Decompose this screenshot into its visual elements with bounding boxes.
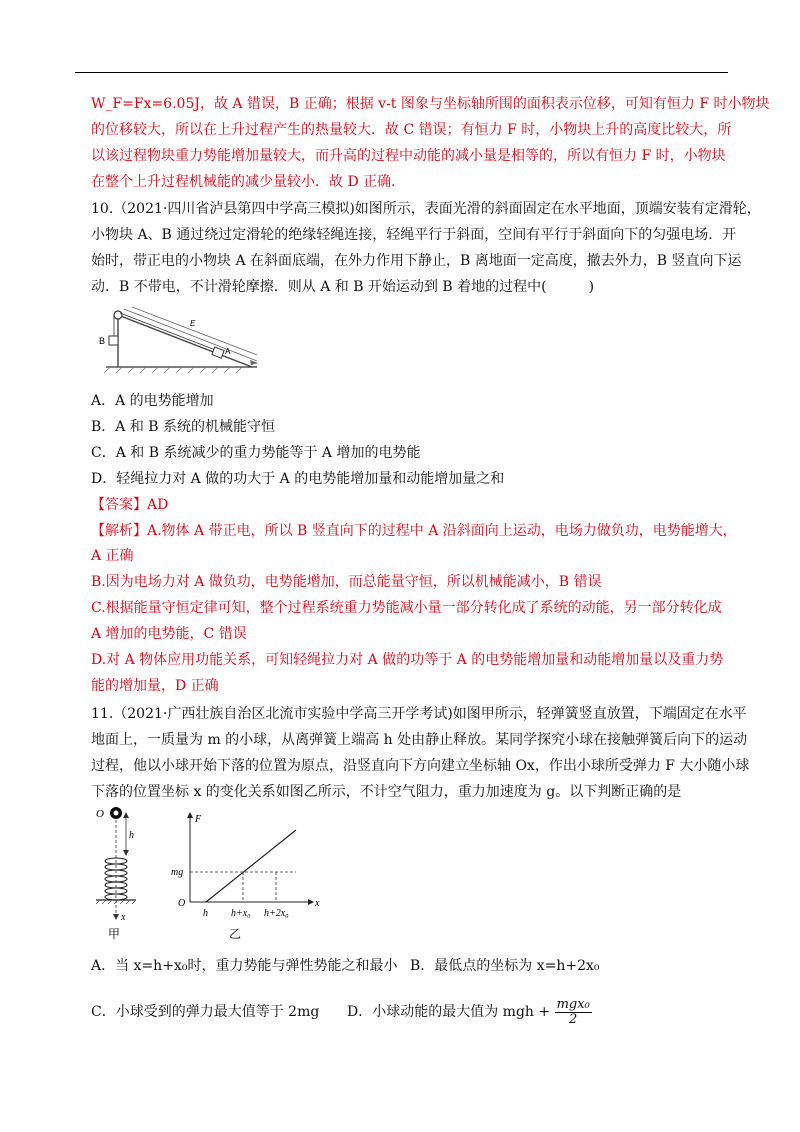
q10-explanation-1: 【解析】A.物体 A 带正电，所以 B 竖直向下的过程中 A 沿斜面向上运动，电场力做负功，电势能增大， bbox=[91, 523, 737, 539]
tick-h: h bbox=[203, 908, 208, 919]
q10-answer: 【答案】AD bbox=[91, 497, 169, 513]
fraction-numerator: mgx₀ bbox=[556, 996, 590, 1012]
block-b-label: B bbox=[99, 336, 106, 346]
q11-option-b: B．最低点的坐标为 x=h+2x₀ bbox=[410, 958, 600, 974]
prev-solution-line-2: 的位移较大，所以在上升过程产生的热量较大．故 C 错误；有恒力 F 时，小物块上升的高度比较大，所 bbox=[91, 122, 732, 138]
graph-origin-label: O bbox=[178, 898, 186, 909]
spring-and-graph-figure bbox=[92, 800, 322, 942]
tick-h-plus-x0: h+x₀ bbox=[231, 908, 251, 919]
axis-x-label: x bbox=[315, 898, 320, 909]
q10-explanation-5: A 增加的电势能，C 错误 bbox=[91, 626, 247, 642]
figure-yi-caption: 乙 bbox=[229, 927, 242, 941]
q10-option-b: B．A 和 B 系统的机械能守恒 bbox=[91, 419, 276, 435]
q11-stem-line-2: 地面上，一质量为 m 的小球，从离弹簧上端高 h 处由静止释放。某同学探究小球在接触弹簧后向下的运动 bbox=[91, 732, 748, 748]
q10-explanation-4: C.根据能量守恒定律可知，整个过程系统重力势能减小量一部分转化成了系统的动能，另一部分转化成 bbox=[91, 600, 722, 616]
prev-solution-line-1: W_F=Fx=6.05J，故 A 错误，B 正确；根据 v-t 图象与坐标轴所围的面积表示位移，可知有恒力 F 时小物块 bbox=[91, 96, 770, 112]
q10-stem-line-1: 10.（2021·四川省泸县第四中学高三模拟)如图所示，表面光滑的斜面固定在水平地面，顶端安装有定滑轮， bbox=[91, 201, 761, 217]
q10-stem-line-4: 动．B 不带电，不计滑轮摩擦．则从 A 和 B 开始运动到 B 着地的过程中( ) bbox=[91, 279, 595, 295]
q10-explanation-3: B.因为电场力对 A 做负功，电势能增加，而总能量守恒，所以机械能减小，B 错误 bbox=[91, 574, 602, 590]
tick-h-plus-2x0: h+2x₀ bbox=[264, 908, 289, 919]
q11-stem-line-4: 下落的位置坐标 x 的变化关系如图乙所示，不计空气阻力，重力加速度为 g。以下判断正确的是 bbox=[91, 784, 682, 800]
q10-explanation-7: 能的增加量，D 正确 bbox=[91, 678, 219, 694]
prev-solution-line-4: 在整个上升过程机械能的减少量较小．故 D 正确． bbox=[91, 174, 406, 190]
q11-option-a: A．当 x=h+x₀时，重力势能与弹性势能之和最小 bbox=[91, 958, 398, 974]
q11-option-d bbox=[347, 990, 592, 1034]
q11-option-d-fraction bbox=[555, 998, 592, 1027]
height-h-label: h bbox=[129, 830, 134, 841]
q10-explanation-6: D.对 A 物体应用功能关系，可知轻绳拉力对 A 做的功等于 A 的电势能增加量和动能增加量以及重力势 bbox=[91, 652, 724, 668]
q10-explanation-2: A 正确 bbox=[91, 548, 134, 564]
q11-option-d-text: D．小球动能的最大值为 mgh + bbox=[347, 1004, 551, 1020]
q10-option-a: A．A 的电势能增加 bbox=[91, 393, 214, 409]
incline-figure bbox=[92, 303, 262, 381]
q10-option-d: D．轻绳拉力对 A 做的功大于 A 的电势能增加量和动能增加量之和 bbox=[91, 471, 505, 487]
q10-stem-line-3: 始时，带正电的小物块 A 在斜面底端，在外力作用下静止，B 离地面一定高度，撤去外力，B 竖直向下运 bbox=[91, 253, 742, 269]
header-rule bbox=[75, 72, 728, 73]
force-line bbox=[206, 830, 296, 902]
q10-stem-line-2: 小物块 A、B 通过绕过定滑轮的绝缘轻绳连接，轻绳平行于斜面，空间有平行于斜面向下的匀强电场．开 bbox=[91, 227, 737, 243]
q10-option-c: C．A 和 B 系统减少的重力势能等于 A 增加的电势能 bbox=[91, 445, 421, 461]
axis-f-label: F bbox=[195, 814, 202, 825]
axis-x-down-label: x bbox=[121, 912, 126, 923]
origin-o-label: O bbox=[96, 808, 104, 820]
field-e-label: E bbox=[190, 319, 196, 328]
prev-solution-line-3: 以该过程物块重力势能增加量较大，而升高的过程中动能的减小量是相等的，所以有恒力 F 时，小物块 bbox=[91, 148, 726, 164]
mg-label: mg bbox=[171, 867, 184, 878]
q11-stem-line-3: 过程，他以小球开始下落的位置为原点，沿竖直向下方向建立坐标轴 Ox，作出小球所受弹力 F 大小随小球 bbox=[91, 758, 750, 774]
q11-option-c: C．小球受到的弹力最大值等于 2mg bbox=[91, 1004, 320, 1020]
q11-stem-line-1: 11.（2021·广西壮族自治区北流市实验中学高三开学考试)如图甲所示，轻弹簧竖直放置，下端固定在水平 bbox=[91, 706, 747, 722]
figure-jia-caption: 甲 bbox=[108, 927, 121, 941]
block-a-label: A bbox=[225, 347, 231, 356]
fraction-denominator: 2 bbox=[569, 1011, 578, 1027]
